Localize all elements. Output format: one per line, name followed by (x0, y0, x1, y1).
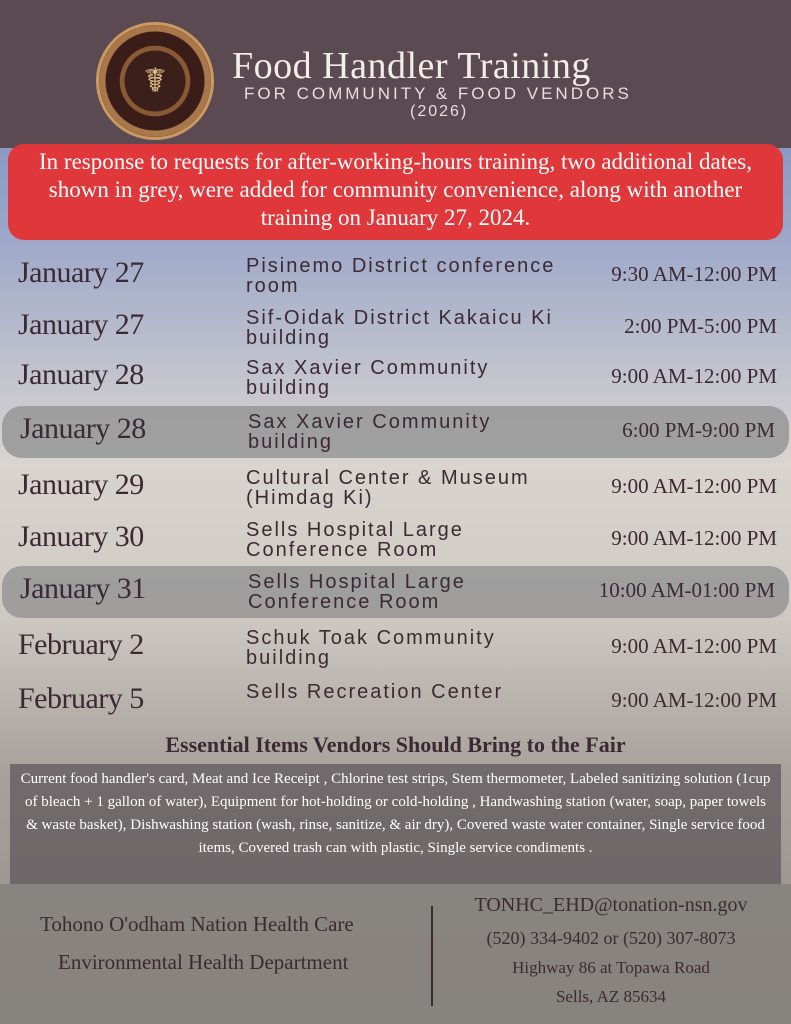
schedule-date: January 30 (18, 520, 144, 553)
schedule-row (0, 676, 791, 728)
schedule-row (0, 622, 791, 674)
address-line-2: Sells, AZ 85634 (555, 987, 667, 1006)
schedule-location: Sells Hospital Large Conference Room (246, 519, 464, 561)
footer-divider (431, 906, 433, 1006)
department-name: Environmental Health Department (58, 950, 349, 974)
schedule-time: 9:00 AM-12:00 PM (611, 474, 777, 498)
schedule-location: Sif-Oidak District Kakaicu Ki building (246, 307, 553, 349)
schedule-date: January 31 (20, 572, 146, 605)
schedule-row (0, 514, 791, 566)
schedule-date: January 28 (20, 412, 146, 445)
schedule-location: Sax Xavier Community building (246, 357, 490, 399)
schedule-location: Schuk Toak Community building (246, 627, 496, 669)
schedule-time: 6:00 PM-9:00 PM (622, 418, 775, 442)
schedule-time: 9:00 AM-12:00 PM (611, 634, 777, 658)
schedule-time: 9:00 AM-12:00 PM (611, 364, 777, 388)
schedule-row-highlighted (2, 406, 789, 458)
schedule-time: 2:00 PM-5:00 PM (624, 314, 777, 338)
schedule-time: 9:00 AM-12:00 PM (611, 688, 777, 712)
schedule-date: January 28 (18, 358, 144, 391)
header-banner (0, 0, 791, 148)
items-heading: Essential Items Vendors Should Bring to the Fair (165, 732, 626, 757)
page-subtitle: FOR COMMUNITY & FOOD VENDORS (244, 84, 632, 103)
contact-email: TONHC_EHD@tonation-nsn.gov (474, 894, 748, 916)
footer (0, 884, 791, 1024)
schedule-time: 10:00 AM-01:00 PM (598, 578, 775, 602)
year-label: (2026) (410, 103, 469, 120)
schedule-location: Sells Hospital Large Conference Room (248, 571, 466, 613)
schedule-date: February 2 (18, 628, 144, 661)
schedule-row-highlighted (2, 566, 789, 618)
organization-name: Tohono O'odham Nation Health Care (40, 912, 354, 936)
caduceus-seal-icon: ☤ (143, 61, 167, 101)
schedule-date: January 27 (18, 256, 144, 289)
page-title: Food Handler Training (232, 45, 591, 87)
schedule-time: 9:00 AM-12:00 PM (611, 526, 777, 550)
contact-phones: (520) 334-9402 or (520) 307-8073 (486, 928, 736, 948)
schedule-row (0, 250, 791, 302)
nation-health-care-logo (96, 22, 214, 140)
items-description: Current food handler's card, Meat and Ice Receipt , Chlorine test strips, Stem thermometer, Labeled sanitizing solution (1cup of bleach + 1 gallon of water), Equipment for hot-holding or cold-holding , Handwashing station (water, soap, paper towels & waste basket), Dishwashing station (wash, rinse, sanitize, & air dry), Covered waste water container, Single service food items, Covered trash can with plastic, Single service condiments . (10, 764, 781, 884)
notice-banner: In response to requests for after-working-hours training, two additional dates, shown in grey, were added for community convenience, along with another training on January 27, 2024. (8, 144, 783, 240)
address-line-1: Highway 86 at Topawa Road (512, 958, 710, 977)
schedule-date: January 27 (18, 308, 144, 341)
schedule-location: Cultural Center & Museum (Himdag Ki) (246, 467, 530, 509)
schedule-date: February 5 (18, 682, 144, 715)
schedule-location: Sax Xavier Community building (248, 411, 492, 453)
schedule-row (0, 462, 791, 514)
schedule-row (0, 352, 791, 404)
schedule-date: January 29 (18, 468, 144, 501)
schedule-location: Sells Recreation Center (246, 681, 504, 703)
schedule-row (0, 302, 791, 354)
schedule-time: 9:30 AM-12:00 PM (611, 262, 777, 286)
schedule-location: Pisinemo District conference room (246, 255, 556, 297)
